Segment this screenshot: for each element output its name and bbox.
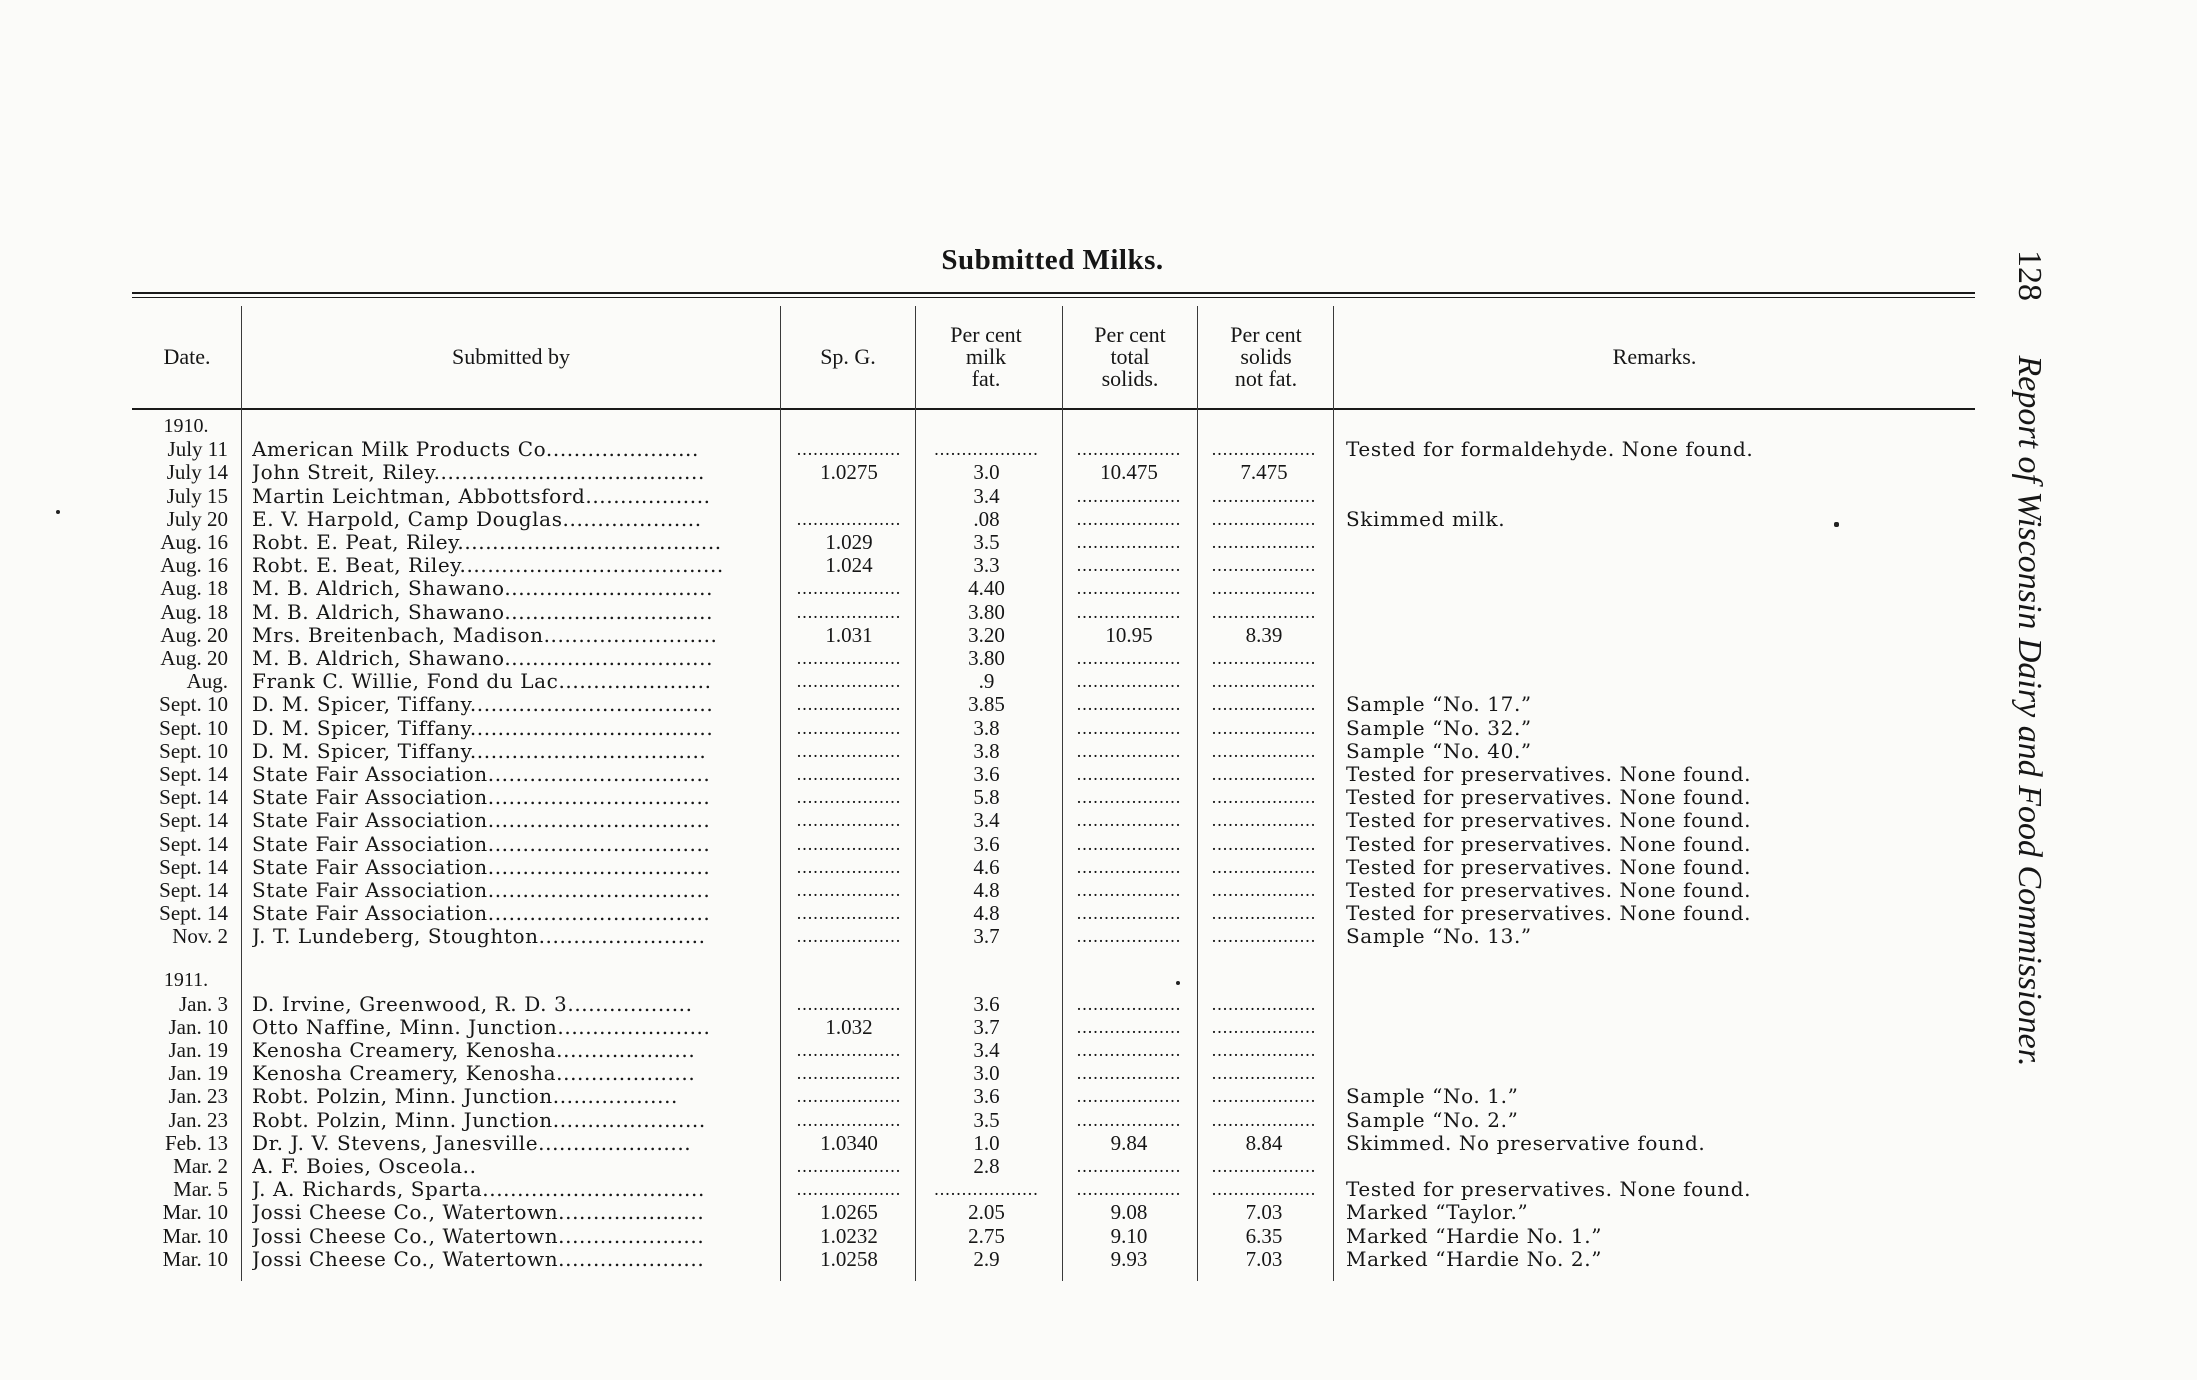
cell-submitted-by: Kenosha Creamery, Kenosha.................... — [252, 1039, 696, 1062]
cell-total-solids: 9.10 — [1110, 1225, 1148, 1248]
page-title: Submitted Milks. — [941, 244, 1164, 276]
cell-remarks: Marked “Hardie No. 1.” — [1346, 1225, 1603, 1248]
cell-submitted-by: Robt. Polzin, Minn. Junction.................. — [252, 1085, 678, 1108]
cell-milk-fat: 4.8 — [973, 879, 1000, 902]
cell-sp-g: ................... — [796, 926, 902, 946]
cell-submitted-by: Jossi Cheese Co., Watertown..................... — [252, 1225, 705, 1248]
cell-sp-g: 1.0258 — [820, 1248, 878, 1271]
cell-remarks — [1346, 577, 1986, 600]
cell-sp-g: 1.0275 — [820, 461, 878, 484]
table-row — [0, 833, 2197, 856]
cell-milk-fat: 2.75 — [968, 1225, 1005, 1248]
ink-speck — [1176, 981, 1180, 985]
table-row — [0, 879, 2197, 902]
cell-remarks: Sample “No. 40.” — [1346, 740, 1532, 763]
cell-milk-fat: 1.0 — [973, 1132, 1000, 1155]
cell-remarks — [1346, 461, 1986, 484]
cell-milk-fat: ................... — [934, 1179, 1039, 1199]
cell-solids-not-fat: ................... — [1211, 1110, 1317, 1130]
cell-sp-g: ................... — [796, 903, 902, 923]
table-row — [0, 809, 2197, 832]
cell-solids-not-fat: ................... — [1211, 764, 1317, 784]
cell-solids-not-fat: ................... — [1211, 602, 1317, 622]
cell-solids-not-fat: ................... — [1211, 671, 1317, 691]
cell-sp-g: ................... — [796, 1156, 902, 1176]
cell-sp-g: ................... — [796, 1179, 902, 1199]
cell-total-solids: ................... — [1076, 602, 1182, 622]
cell-total-solids: ................... — [1076, 880, 1182, 900]
cell-solids-not-fat: ................... — [1211, 926, 1317, 946]
table-row — [0, 993, 2197, 1016]
cell-total-solids: 10.475 — [1100, 461, 1158, 484]
cell-remarks: Sample “No. 13.” — [1346, 925, 1532, 948]
header-total-solids: Per cent total solids. — [1094, 322, 1166, 391]
cell-solids-not-fat: ................... — [1211, 509, 1317, 529]
cell-sp-g: ................... — [796, 1086, 902, 1106]
cell-solids-not-fat: ................... — [1211, 648, 1317, 668]
cell-submitted-by: D. M. Spicer, Tiffany................................... — [252, 717, 714, 740]
cell-milk-fat: 3.4 — [973, 485, 1000, 508]
cell-date: Sept. 14 — [159, 763, 228, 786]
page-number: 128 — [2011, 250, 2048, 301]
cell-sp-g: ................... — [796, 810, 902, 830]
cell-date: Aug. 16 — [160, 531, 228, 554]
cell-milk-fat: 4.40 — [968, 577, 1005, 600]
table-row — [0, 531, 2197, 554]
table-row — [0, 1062, 2197, 1085]
cell-milk-fat: 3.4 — [973, 1039, 1000, 1062]
cell-solids-not-fat: ................... — [1211, 555, 1317, 575]
cell-milk-fat: 3.6 — [973, 993, 1000, 1016]
cell-submitted-by: M. B. Aldrich, Shawano.............................. — [252, 577, 714, 600]
cell-total-solids: ................... — [1076, 787, 1182, 807]
cell-milk-fat: 3.20 — [968, 624, 1005, 647]
cell-date: Aug. 18 — [160, 577, 228, 600]
cell-date: Jan. 23 — [168, 1085, 228, 1108]
cell-total-solids: 9.93 — [1110, 1248, 1148, 1271]
cell-submitted-by: Mrs. Breitenbach, Madison......................... — [252, 624, 718, 647]
cell-milk-fat: 3.5 — [973, 531, 1000, 554]
cell-total-solids: ................... — [1076, 764, 1182, 784]
cell-submitted-by: Robt. E. Peat, Riley...................................... — [252, 531, 722, 554]
cell-total-solids: ................... — [1076, 718, 1182, 738]
top-rule — [132, 292, 1975, 294]
cell-remarks — [1346, 1016, 1986, 1039]
table-row — [0, 856, 2197, 879]
cell-total-solids: ................... — [1076, 555, 1182, 575]
cell-solids-not-fat: ................... — [1211, 1017, 1317, 1037]
cell-date: Jan. 23 — [168, 1109, 228, 1132]
cell-total-solids: ................... — [1076, 671, 1182, 691]
cell-date: Mar. 10 — [162, 1225, 228, 1248]
cell-date: Jan. 3 — [179, 993, 228, 1016]
cell-sp-g: 1.031 — [825, 624, 873, 647]
cell-total-solids: ................... — [1076, 857, 1182, 877]
cell-milk-fat: 3.85 — [968, 693, 1005, 716]
running-head — [2000, 250, 2060, 1250]
cell-milk-fat: .9 — [978, 670, 995, 693]
cell-sp-g: ................... — [796, 1063, 902, 1083]
cell-submitted-by: American Milk Products Co...................... — [252, 438, 699, 461]
cell-date: Mar. 2 — [173, 1155, 228, 1178]
cell-sp-g: ................... — [796, 439, 902, 459]
cell-solids-not-fat: ................... — [1211, 857, 1317, 877]
cell-date: Jan. 19 — [168, 1062, 228, 1085]
cell-date: Sept. 14 — [159, 856, 228, 879]
cell-remarks — [1346, 624, 1986, 647]
cell-solids-not-fat: ................... — [1211, 787, 1317, 807]
cell-sp-g: ................... — [796, 741, 902, 761]
cell-submitted-by: M. B. Aldrich, Shawano.............................. — [252, 647, 714, 670]
cell-remarks: Tested for preservatives. None found. — [1346, 1178, 1752, 1201]
cell-total-solids: ................... — [1076, 578, 1182, 598]
cell-milk-fat: 2.9 — [973, 1248, 1000, 1271]
cell-solids-not-fat: ................... — [1211, 834, 1317, 854]
header-milk-fat: Per cent milk fat. — [950, 322, 1022, 391]
cell-remarks — [1346, 1062, 1986, 1085]
cell-total-solids: ................... — [1076, 1086, 1182, 1106]
cell-milk-fat: 3.80 — [968, 647, 1005, 670]
ink-speck — [56, 510, 60, 514]
table-row — [0, 1178, 2197, 1201]
cell-submitted-by: State Fair Association................................ — [252, 902, 711, 925]
cell-milk-fat: 3.6 — [973, 833, 1000, 856]
cell-milk-fat: 3.7 — [973, 925, 1000, 948]
cell-solids-not-fat: ................... — [1211, 439, 1317, 459]
cell-milk-fat: 2.8 — [973, 1155, 1000, 1178]
cell-milk-fat: 4.8 — [973, 902, 1000, 925]
cell-milk-fat: ................... — [934, 439, 1039, 459]
cell-date: Sept. 10 — [159, 717, 228, 740]
cell-submitted-by: A. F. Boies, Osceola.. — [252, 1155, 477, 1178]
cell-remarks — [1346, 1155, 1986, 1178]
cell-total-solids: ................... — [1076, 694, 1182, 714]
table-row — [0, 670, 2197, 693]
cell-sp-g: ................... — [796, 1040, 902, 1060]
cell-remarks: Tested for preservatives. None found. — [1346, 763, 1752, 786]
table-row — [0, 624, 2197, 647]
cell-submitted-by: State Fair Association................................ — [252, 809, 711, 832]
cell-date: Aug. 16 — [160, 554, 228, 577]
cell-remarks — [1346, 531, 1986, 554]
cell-submitted-by: Dr. J. V. Stevens, Janesville...................... — [252, 1132, 692, 1155]
cell-date: Mar. 10 — [162, 1201, 228, 1224]
table-row — [0, 601, 2197, 624]
cell-total-solids: ................... — [1076, 903, 1182, 923]
cell-solids-not-fat: ................... — [1211, 994, 1317, 1014]
cell-remarks: Tested for preservatives. None found. — [1346, 786, 1752, 809]
cell-sp-g: 1.0265 — [820, 1201, 878, 1224]
table-row — [0, 1085, 2197, 1108]
table-row — [0, 1132, 2197, 1155]
cell-submitted-by: E. V. Harpold, Camp Douglas.................... — [252, 508, 702, 531]
cell-milk-fat: 3.7 — [973, 1016, 1000, 1039]
cell-remarks: Tested for preservatives. None found. — [1346, 856, 1752, 879]
cell-milk-fat: 3.0 — [973, 461, 1000, 484]
cell-total-solids: ................... — [1076, 1017, 1182, 1037]
cell-remarks — [1346, 601, 1986, 624]
cell-sp-g: ................... — [796, 509, 902, 529]
table-row — [0, 902, 2197, 925]
table-row — [0, 508, 2197, 531]
header-remarks: Remarks. — [1612, 344, 1697, 369]
cell-total-solids: ................... — [1076, 532, 1182, 552]
cell-submitted-by: Otto Naffine, Minn. Junction...................... — [252, 1016, 711, 1039]
cell-total-solids: ................... — [1076, 741, 1182, 761]
cell-submitted-by: State Fair Association................................ — [252, 879, 711, 902]
cell-date: Feb. 13 — [165, 1132, 228, 1155]
cell-submitted-by: John Streit, Riley....................................... — [252, 461, 705, 484]
cell-remarks: Skimmed. No preservative found. — [1346, 1132, 1706, 1155]
cell-sp-g: ................... — [796, 648, 902, 668]
cell-sp-g: 1.032 — [825, 1016, 873, 1039]
table-row — [0, 925, 2197, 948]
cell-solids-not-fat: 7.03 — [1245, 1201, 1283, 1224]
cell-sp-g — [786, 485, 912, 508]
cell-date: Jan. 10 — [168, 1016, 228, 1039]
cell-date: Mar. 5 — [173, 1178, 228, 1201]
cell-solids-not-fat: ................... — [1211, 741, 1317, 761]
cell-milk-fat: 3.0 — [973, 1062, 1000, 1085]
cell-remarks: Marked “Hardie No. 2.” — [1346, 1248, 1603, 1271]
cell-solids-not-fat: ................... — [1211, 1063, 1317, 1083]
cell-date: July 15 — [166, 485, 228, 508]
cell-submitted-by: Jossi Cheese Co., Watertown..................... — [252, 1248, 705, 1271]
cell-milk-fat: 3.3 — [973, 554, 1000, 577]
cell-total-solids: ................... — [1076, 1156, 1182, 1176]
cell-total-solids: ................... — [1076, 1179, 1182, 1199]
cell-date: Sept. 14 — [159, 879, 228, 902]
cell-solids-not-fat: ................... — [1211, 810, 1317, 830]
cell-solids-not-fat: ................... — [1211, 1040, 1317, 1060]
cell-solids-not-fat: ................... — [1211, 694, 1317, 714]
cell-remarks: Skimmed milk. — [1346, 508, 1506, 531]
table-row — [0, 786, 2197, 809]
cell-date: July 20 — [166, 508, 228, 531]
cell-submitted-by: J. A. Richards, Sparta................................ — [252, 1178, 705, 1201]
cell-total-solids: 9.84 — [1110, 1132, 1148, 1155]
cell-remarks: Tested for preservatives. None found. — [1346, 879, 1752, 902]
cell-sp-g: ................... — [796, 834, 902, 854]
table-row — [0, 1201, 2197, 1224]
cell-milk-fat: 3.4 — [973, 809, 1000, 832]
cell-submitted-by: M. B. Aldrich, Shawano.............................. — [252, 601, 714, 624]
cell-remarks: Sample “No. 17.” — [1346, 693, 1532, 716]
cell-date: Mar. 10 — [162, 1248, 228, 1271]
cell-remarks: Tested for preservatives. None found. — [1346, 833, 1752, 856]
cell-sp-g: ................... — [796, 764, 902, 784]
section-year: 1910. — [163, 415, 209, 437]
cell-submitted-by: Jossi Cheese Co., Watertown..................... — [252, 1201, 705, 1224]
cell-date: July 11 — [167, 438, 228, 461]
ink-speck — [1834, 522, 1839, 527]
cell-sp-g: 1.0340 — [820, 1132, 878, 1155]
cell-total-solids: ................... — [1076, 810, 1182, 830]
cell-submitted-by: State Fair Association................................ — [252, 763, 711, 786]
cell-date: Aug. 20 — [160, 647, 228, 670]
cell-date: Sept. 10 — [159, 740, 228, 763]
cell-milk-fat: 3.6 — [973, 1085, 1000, 1108]
cell-submitted-by: D. M. Spicer, Tiffany.................................. — [252, 740, 707, 763]
cell-solids-not-fat: ................... — [1211, 718, 1317, 738]
cell-remarks: Sample “No. 32.” — [1346, 717, 1532, 740]
cell-milk-fat: .08 — [973, 508, 1000, 531]
header-date: Date. — [163, 344, 211, 369]
cell-date: Nov. 2 — [172, 925, 228, 948]
cell-solids-not-fat: 8.39 — [1245, 624, 1283, 647]
table-header — [0, 302, 2197, 412]
cell-solids-not-fat: ................... — [1211, 532, 1317, 552]
cell-milk-fat: 3.8 — [973, 717, 1000, 740]
cell-total-solids: ................... — [1076, 1110, 1182, 1130]
cell-sp-g: ................... — [796, 857, 902, 877]
cell-sp-g: ................... — [796, 880, 902, 900]
cell-remarks: Tested for formaldehyde. None found. — [1346, 438, 1754, 461]
table-row — [0, 1109, 2197, 1132]
cell-total-solids: ................... — [1076, 926, 1182, 946]
cell-submitted-by: Frank C. Willie, Fond du Lac...................... — [252, 670, 712, 693]
cell-sp-g: 1.0232 — [820, 1225, 878, 1248]
header-submitted-by: Submitted by — [452, 344, 570, 369]
cell-milk-fat: 3.5 — [973, 1109, 1000, 1132]
cell-date: Aug. 18 — [160, 601, 228, 624]
cell-submitted-by: Robt. E. Beat, Riley...................................... — [252, 554, 724, 577]
table-row — [0, 438, 2197, 461]
cell-date: Sept. 10 — [159, 693, 228, 716]
table-row — [0, 1039, 2197, 1062]
cell-date: Aug. 20 — [160, 624, 228, 647]
cell-total-solids: ................... — [1076, 486, 1182, 506]
header-sp-g: Sp. G. — [820, 344, 876, 369]
cell-remarks — [1346, 647, 1986, 670]
cell-solids-not-fat: 6.35 — [1245, 1225, 1283, 1248]
cell-sp-g: ................... — [796, 671, 902, 691]
cell-remarks — [1346, 485, 1986, 508]
cell-date: Jan. 19 — [168, 1039, 228, 1062]
cell-remarks: Marked “Taylor.” — [1346, 1201, 1529, 1224]
cell-total-solids: ................... — [1076, 439, 1182, 459]
cell-milk-fat: 2.05 — [968, 1201, 1005, 1224]
cell-solids-not-fat: ................... — [1211, 486, 1317, 506]
cell-submitted-by: Martin Leichtman, Abbottsford.................. — [252, 485, 711, 508]
cell-submitted-by: D. M. Spicer, Tiffany................................... — [252, 693, 714, 716]
cell-date: Sept. 14 — [159, 809, 228, 832]
cell-total-solids: ................... — [1076, 1040, 1182, 1060]
cell-sp-g: ................... — [796, 694, 902, 714]
table-row — [0, 717, 2197, 740]
cell-sp-g: ................... — [796, 578, 902, 598]
cell-milk-fat: 3.6 — [973, 763, 1000, 786]
cell-total-solids: ................... — [1076, 509, 1182, 529]
table-row — [0, 1248, 2197, 1271]
table-row — [0, 647, 2197, 670]
cell-sp-g: ................... — [796, 787, 902, 807]
cell-remarks: Tested for preservatives. None found. — [1346, 809, 1752, 832]
cell-submitted-by: State Fair Association................................ — [252, 786, 711, 809]
top-rule-thin — [132, 297, 1975, 298]
table-row — [0, 1155, 2197, 1178]
table-row — [0, 1225, 2197, 1248]
cell-milk-fat: 3.80 — [968, 601, 1005, 624]
cell-solids-not-fat: ................... — [1211, 578, 1317, 598]
cell-sp-g: 1.024 — [825, 554, 873, 577]
section-year: 1911. — [163, 969, 209, 992]
cell-solids-not-fat: 7.03 — [1245, 1248, 1283, 1271]
cell-date: Aug. — [186, 670, 228, 693]
cell-remarks — [1346, 1039, 1986, 1062]
cell-solids-not-fat: ................... — [1211, 880, 1317, 900]
cell-solids-not-fat: 8.84 — [1245, 1132, 1283, 1155]
table-row — [0, 485, 2197, 508]
cell-submitted-by: Robt. Polzin, Minn. Junction...................... — [252, 1109, 706, 1132]
cell-date: Sept. 14 — [159, 833, 228, 856]
running-title: Report of Wisconsin Dairy and Food Commissioner. — [2011, 355, 2048, 1067]
cell-total-solids: ................... — [1076, 834, 1182, 854]
table-row — [0, 577, 2197, 600]
cell-remarks — [1346, 993, 1986, 1016]
cell-milk-fat: 5.8 — [973, 786, 1000, 809]
cell-submitted-by: D. Irvine, Greenwood, R. D. 3.................. — [252, 993, 693, 1016]
table-row — [0, 693, 2197, 716]
cell-submitted-by: State Fair Association................................ — [252, 833, 711, 856]
table-row — [0, 763, 2197, 786]
cell-remarks: Sample “No. 2.” — [1346, 1109, 1519, 1132]
cell-total-solids: ................... — [1076, 1063, 1182, 1083]
cell-sp-g: 1.029 — [825, 531, 873, 554]
header-rule — [132, 408, 1975, 410]
cell-date: July 14 — [166, 461, 228, 484]
table-row — [0, 740, 2197, 763]
table-row — [0, 1016, 2197, 1039]
cell-remarks: Tested for preservatives. None found. — [1346, 902, 1752, 925]
cell-solids-not-fat: 7.475 — [1240, 461, 1288, 484]
cell-remarks: Sample “No. 1.” — [1346, 1085, 1519, 1108]
cell-sp-g: ................... — [796, 602, 902, 622]
cell-solids-not-fat: ................... — [1211, 1156, 1317, 1176]
cell-submitted-by: Kenosha Creamery, Kenosha.................... — [252, 1062, 696, 1085]
cell-submitted-by: State Fair Association................................ — [252, 856, 711, 879]
cell-date: Sept. 14 — [159, 902, 228, 925]
cell-submitted-by: J. T. Lundeberg, Stoughton........................ — [252, 925, 706, 948]
cell-milk-fat: 4.6 — [973, 856, 1000, 879]
cell-date: Sept. 14 — [159, 786, 228, 809]
cell-milk-fat: 3.8 — [973, 740, 1000, 763]
header-solids-not-fat: Per cent solids not fat. — [1230, 322, 1302, 391]
cell-sp-g: ................... — [796, 718, 902, 738]
cell-total-solids: ................... — [1076, 648, 1182, 668]
cell-solids-not-fat: ................... — [1211, 1086, 1317, 1106]
cell-solids-not-fat: ................... — [1211, 1179, 1317, 1199]
cell-remarks — [1346, 554, 1986, 577]
table-row — [0, 554, 2197, 577]
cell-total-solids: 9.08 — [1110, 1201, 1148, 1224]
cell-solids-not-fat: ................... — [1211, 903, 1317, 923]
cell-remarks — [1346, 670, 1986, 693]
table-row — [0, 461, 2197, 484]
cell-sp-g: ................... — [796, 994, 902, 1014]
cell-total-solids: ................... — [1076, 994, 1182, 1014]
cell-total-solids: 10.95 — [1105, 624, 1153, 647]
cell-sp-g: ................... — [796, 1110, 902, 1130]
